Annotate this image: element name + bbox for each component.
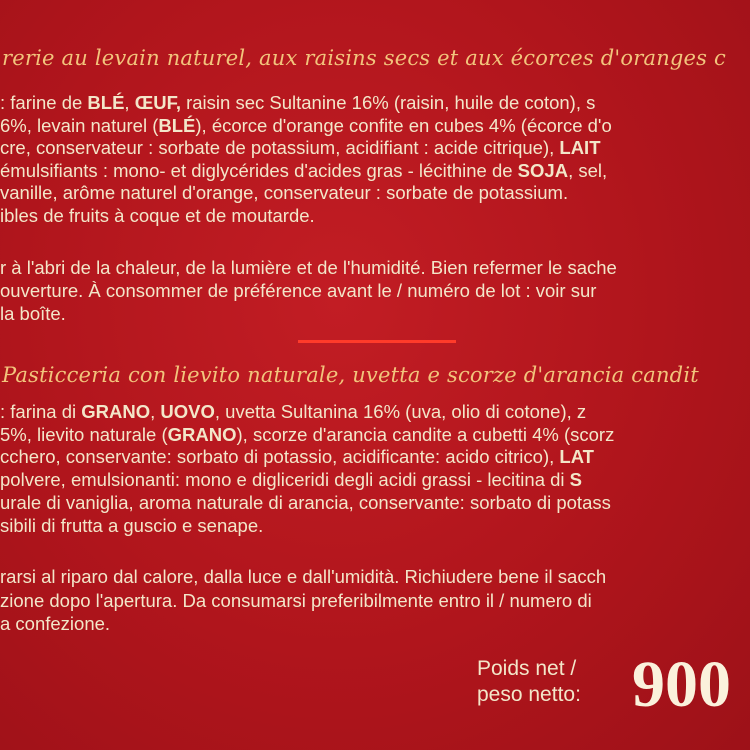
net-weight-label-fr: Poids net / bbox=[477, 657, 577, 680]
allergen-bold: LAIT bbox=[559, 137, 601, 158]
text-segment: sibili di frutta a guscio e senape. bbox=[0, 514, 264, 536]
text-line bbox=[0, 515, 263, 537]
text-line: r à l'abri de la chaleur, de la lumière et de l'humidité. Bien refermer le sache bbox=[0, 257, 617, 278]
allergen-bold: BLÉ bbox=[87, 92, 125, 113]
text-segment: , bbox=[150, 401, 161, 422]
italian-heading: Pasticceria con lievito naturale, uvetta e scorze d'arancia candit bbox=[2, 363, 699, 387]
text-line: a confezione. bbox=[0, 613, 111, 634]
allergen-bold: BLÉ bbox=[158, 114, 196, 136]
text-segment: , sel, bbox=[568, 159, 608, 181]
text-segment: cchero, conservante: sorbato di potassio, acidificante: acido citrico), bbox=[0, 446, 560, 468]
section-divider bbox=[298, 340, 456, 343]
french-heading: rerie au levain naturel, aux raisins secs et aux écorces d'oranges c bbox=[2, 46, 727, 70]
text-segment: 5%, lievito naturale ( bbox=[0, 423, 168, 445]
text-line: la boîte. bbox=[0, 303, 66, 324]
text-segment: vanille, arôme naturel d'orange, conservateur : sorbate de potassium. bbox=[0, 182, 569, 203]
text-segment: 6%, levain naturel ( bbox=[0, 114, 159, 136]
text-line: zione dopo l'apertura. Da consumarsi preferibilmente entro il / numero di bbox=[0, 589, 592, 611]
allergen-bold: UOVO bbox=[160, 401, 215, 422]
text-segment: polvere, emulsionanti: mono e digliceridi degli acidi grassi - lecitina di bbox=[0, 469, 570, 491]
text-segment: raisin sec Sultanine 16% (raisin, huile de coton), s bbox=[180, 92, 596, 113]
allergen-bold: SOJA bbox=[517, 159, 569, 181]
text-line bbox=[0, 401, 586, 423]
text-line bbox=[0, 446, 594, 468]
text-line bbox=[0, 492, 611, 514]
text-segment: : farine de bbox=[0, 92, 88, 113]
allergen-bold: S bbox=[569, 469, 583, 491]
net-weight-label-it: peso netto: bbox=[477, 683, 581, 706]
text-segment: ), scorze d'arancia candite a cubetti 4% (scorz bbox=[236, 423, 615, 445]
text-line: ouverture. À consommer de préférence avant le / numéro de lot : voir sur bbox=[0, 280, 597, 301]
text-segment: urale di vaniglia, aroma naturale di arancia, conservante: sorbato di potass bbox=[0, 491, 611, 513]
text-line bbox=[0, 92, 595, 114]
text-segment: cre, conservateur : sorbate de potassium, acidifiant : acide citrique), bbox=[0, 137, 560, 158]
text-segment: , bbox=[124, 92, 135, 113]
text-line bbox=[0, 182, 568, 204]
net-weight-value: 900 bbox=[632, 648, 731, 721]
text-segment: émulsifiants : mono- et diglycérides d'acides gras - lécithine de bbox=[0, 159, 518, 181]
allergen-bold: GRANO bbox=[167, 423, 237, 445]
allergen-bold: GRANO bbox=[81, 401, 151, 422]
allergen-bold: LAT bbox=[559, 446, 594, 468]
text-line bbox=[0, 115, 612, 137]
text-segment: ), écorce d'orange confite en cubes 4% (écorce d'o bbox=[195, 114, 612, 136]
text-line bbox=[0, 469, 582, 491]
text-segment: : farina di bbox=[0, 401, 82, 422]
text-segment: , uvetta Sultanina 16% (uva, olio di cotone), z bbox=[214, 401, 587, 422]
text-segment: ibles de fruits à coque et de moutarde. bbox=[0, 204, 315, 226]
text-line: rarsi al riparo dal calore, dalla luce e dall'umidità. Richiudere bene il sacch bbox=[0, 566, 607, 587]
text-line bbox=[0, 205, 315, 227]
allergen-bold: ŒUF, bbox=[134, 92, 181, 113]
text-line bbox=[0, 160, 607, 182]
text-line bbox=[0, 424, 614, 446]
text-line bbox=[0, 137, 601, 159]
